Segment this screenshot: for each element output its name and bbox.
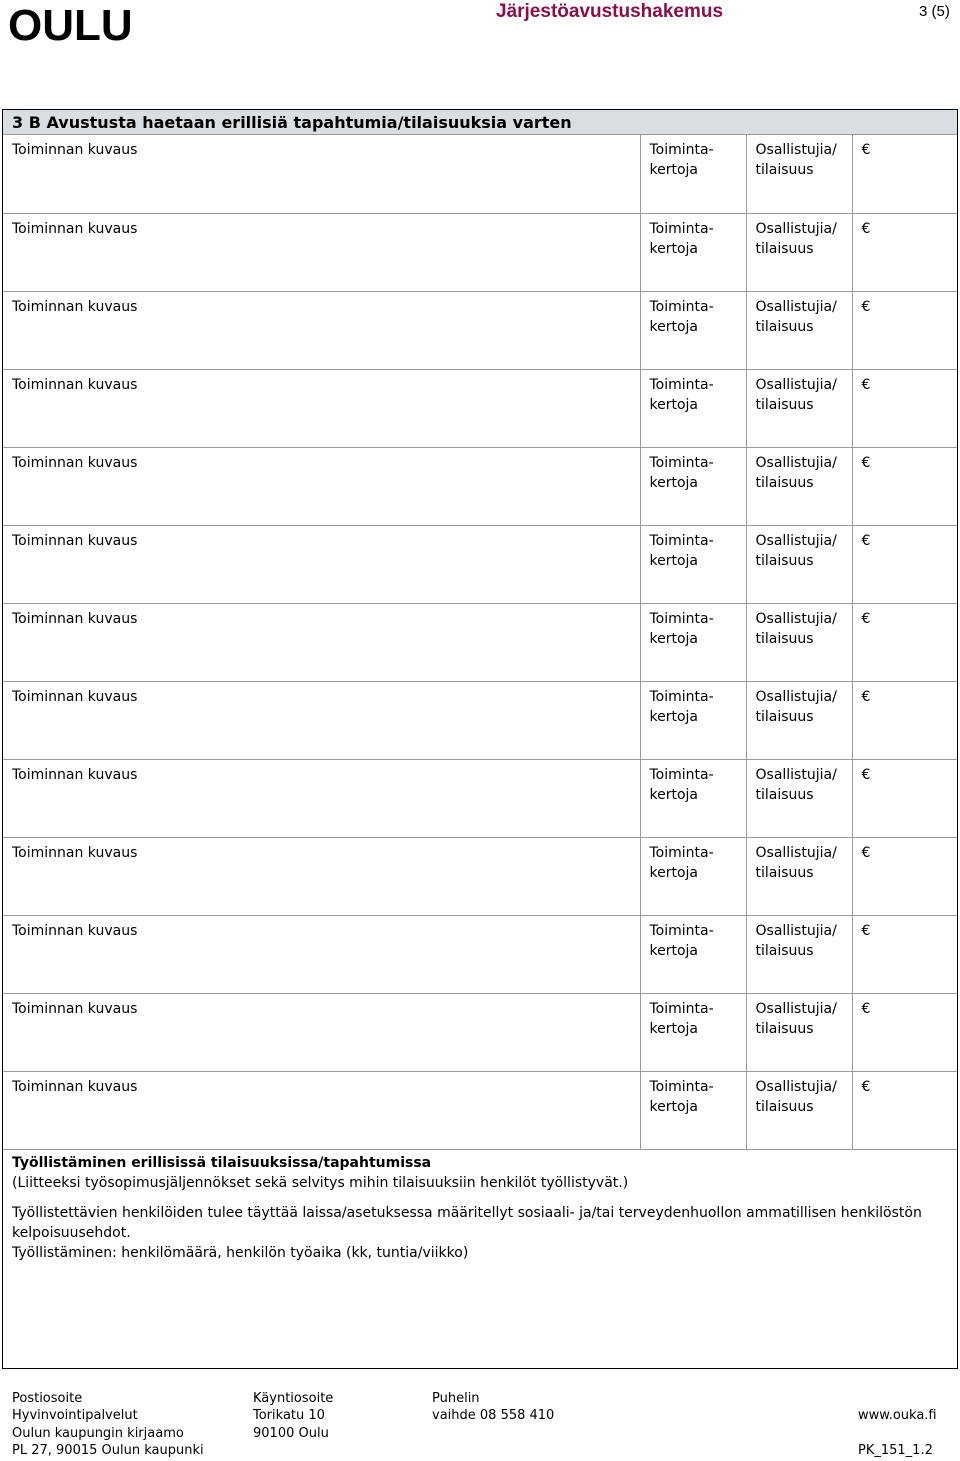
participants-label: Osallistujia/ xyxy=(755,298,837,315)
activity-count-field[interactable] xyxy=(640,993,746,1071)
participants-field[interactable] xyxy=(746,915,852,993)
activity-count-field[interactable] xyxy=(640,213,746,291)
activity-count-field[interactable] xyxy=(640,603,746,681)
euro-sign: € xyxy=(861,766,871,783)
employment-section[interactable] xyxy=(3,1150,957,1263)
participants-label-2: tilaisuus xyxy=(755,1020,814,1037)
activity-description-field[interactable] xyxy=(3,1071,640,1149)
employment-title: Työllistäminen erillisissä tilaisuuksissa/tapahtumissa xyxy=(12,1154,432,1171)
activity-count-label-2: kertoja xyxy=(649,630,699,647)
application-form-section xyxy=(2,109,958,1369)
activity-count-label-2: kertoja xyxy=(649,474,699,491)
activity-description-field[interactable] xyxy=(3,135,640,213)
participants-label: Osallistujia/ xyxy=(755,376,837,393)
participants-label: Osallistujia/ xyxy=(755,610,837,627)
postal-line-1: Hyvinvointipalvelut xyxy=(12,1408,138,1424)
amount-field[interactable] xyxy=(852,837,957,915)
page-number: 3 (5) xyxy=(919,3,950,20)
activity-description-field[interactable] xyxy=(3,291,640,369)
activity-description-label: Toiminnan kuvaus xyxy=(12,532,138,549)
event-row xyxy=(3,603,957,681)
euro-sign: € xyxy=(861,454,871,471)
visit-line-1: Torikatu 10 xyxy=(253,1408,325,1424)
participants-label-2: tilaisuus xyxy=(755,474,814,491)
activity-description-field[interactable] xyxy=(3,447,640,525)
activity-count-label-2: kertoja xyxy=(649,240,699,257)
activity-count-field[interactable] xyxy=(640,447,746,525)
activity-description-label: Toiminnan kuvaus xyxy=(12,454,138,471)
amount-field[interactable] xyxy=(852,681,957,759)
amount-field[interactable] xyxy=(852,447,957,525)
amount-field[interactable] xyxy=(852,369,957,447)
participants-label-2: tilaisuus xyxy=(755,942,814,959)
participants-field[interactable] xyxy=(746,759,852,837)
activity-count-label: Toiminta- xyxy=(649,376,714,393)
activity-description-label: Toiminnan kuvaus xyxy=(12,220,138,237)
participants-label: Osallistujia/ xyxy=(755,532,837,549)
activity-description-label: Toiminnan kuvaus xyxy=(12,766,138,783)
participants-field[interactable] xyxy=(746,525,852,603)
page-header xyxy=(0,0,960,60)
euro-sign: € xyxy=(861,298,871,315)
activity-description-label: Toiminnan kuvaus xyxy=(12,1078,138,1095)
participants-label: Osallistujia/ xyxy=(755,766,837,783)
participants-field[interactable] xyxy=(746,447,852,525)
activity-description-field[interactable] xyxy=(3,993,640,1071)
section-heading: 3 B Avustusta haetaan erillisiä tapahtumia/tilaisuuksia varten xyxy=(3,110,957,135)
activity-description-label: Toiminnan kuvaus xyxy=(12,922,138,939)
activity-count-label: Toiminta- xyxy=(649,844,714,861)
website-link[interactable]: www.ouka.fi xyxy=(858,1408,937,1423)
activity-description-field[interactable] xyxy=(3,525,640,603)
activity-count-label: Toiminta- xyxy=(649,220,714,237)
participants-label-2: tilaisuus xyxy=(755,552,814,569)
activity-count-field[interactable] xyxy=(640,1071,746,1149)
participants-field[interactable] xyxy=(746,603,852,681)
activity-count-label: Toiminta- xyxy=(649,1000,714,1017)
participants-field[interactable] xyxy=(746,837,852,915)
participants-label-2: tilaisuus xyxy=(755,318,814,335)
participants-label: Osallistujia/ xyxy=(755,688,837,705)
amount-field[interactable] xyxy=(852,525,957,603)
amount-field[interactable] xyxy=(852,135,957,213)
visiting-address xyxy=(253,1390,333,1442)
activity-description-field[interactable] xyxy=(3,759,640,837)
participants-label-2: tilaisuus xyxy=(755,396,814,413)
activity-count-label: Toiminta- xyxy=(649,922,714,939)
activity-description-label: Toiminnan kuvaus xyxy=(12,376,138,393)
euro-sign: € xyxy=(861,844,871,861)
activity-count-field[interactable] xyxy=(640,915,746,993)
euro-sign: € xyxy=(861,922,871,939)
amount-field[interactable] xyxy=(852,213,957,291)
activity-count-label: Toiminta- xyxy=(649,610,714,627)
euro-sign: € xyxy=(861,688,871,705)
activity-description-field[interactable] xyxy=(3,603,640,681)
event-row xyxy=(3,213,957,291)
event-row xyxy=(3,915,957,993)
activity-count-label: Toiminta- xyxy=(649,142,714,158)
activity-count-field[interactable] xyxy=(640,759,746,837)
event-row xyxy=(3,369,957,447)
event-row xyxy=(3,135,957,213)
activity-count-label-2: kertoja xyxy=(649,942,699,959)
activity-description-field[interactable] xyxy=(3,213,640,291)
amount-field[interactable] xyxy=(852,759,957,837)
activity-count-label-2: kertoja xyxy=(649,1020,699,1037)
participants-label: Osallistujia/ xyxy=(755,142,837,158)
activity-description-field[interactable] xyxy=(3,681,640,759)
amount-field[interactable] xyxy=(852,993,957,1071)
activity-description-label: Toiminnan kuvaus xyxy=(12,688,138,705)
activity-description-label: Toiminnan kuvaus xyxy=(12,844,138,861)
euro-sign: € xyxy=(861,376,871,393)
euro-sign: € xyxy=(861,142,871,158)
participants-label-2: tilaisuus xyxy=(755,162,814,178)
oulu-logo: OULU xyxy=(8,1,133,50)
event-row xyxy=(3,993,957,1071)
amount-field[interactable] xyxy=(852,603,957,681)
euro-sign: € xyxy=(861,610,871,627)
event-row xyxy=(3,447,957,525)
amount-field[interactable] xyxy=(852,915,957,993)
amount-field[interactable] xyxy=(852,1071,957,1149)
activity-count-field[interactable] xyxy=(640,291,746,369)
activity-count-label-2: kertoja xyxy=(649,1098,699,1115)
participants-label-2: tilaisuus xyxy=(755,630,814,647)
amount-field[interactable] xyxy=(852,291,957,369)
phone-number: vaihde 08 558 410 xyxy=(432,1408,555,1424)
activity-count-label: Toiminta- xyxy=(649,298,714,315)
participants-field[interactable] xyxy=(746,1071,852,1149)
phone-info xyxy=(432,1390,554,1425)
activity-count-label-2: kertoja xyxy=(649,552,699,569)
activity-description-field[interactable] xyxy=(3,915,640,993)
activity-count-field[interactable] xyxy=(640,135,746,213)
employment-requirement: Työllistettävien henkilöiden tulee täyttää laissa/asetuksessa määritellyt sosiaali- ja/tai terveydenhuollon ammatillisen henkilöstön kelpoisuusehdot. xyxy=(12,1204,922,1241)
participants-field[interactable] xyxy=(746,213,852,291)
activity-description-label: Toiminnan kuvaus xyxy=(12,142,138,158)
postal-address xyxy=(12,1390,204,1459)
employment-note: (Liitteeksi työsopimusjäljennökset sekä selvitys mihin tilaisuuksiin henkilöt työllistyvät.) xyxy=(12,1174,629,1191)
event-row xyxy=(3,1071,957,1149)
activity-count-label: Toiminta- xyxy=(649,766,714,783)
participants-label-2: tilaisuus xyxy=(755,708,814,725)
participants-field[interactable] xyxy=(746,291,852,369)
participants-label: Osallistujia/ xyxy=(755,220,837,237)
participants-label-2: tilaisuus xyxy=(755,1098,814,1115)
visit-line-2: 90100 Oulu xyxy=(253,1425,329,1441)
activity-count-label-2: kertoja xyxy=(649,318,699,335)
postal-line-3: PL 27, 90015 Oulun kaupunki xyxy=(12,1442,204,1458)
participants-label: Osallistujia/ xyxy=(755,1078,837,1095)
postal-line-2: Oulun kaupungin kirjaamo xyxy=(12,1425,184,1441)
activity-description-label: Toiminnan kuvaus xyxy=(12,1000,138,1017)
activity-count-label-2: kertoja xyxy=(649,864,699,881)
phone-heading: Puhelin xyxy=(432,1391,480,1406)
activity-count-label: Toiminta- xyxy=(649,688,714,705)
activity-count-field[interactable] xyxy=(640,837,746,915)
activity-description-label: Toiminnan kuvaus xyxy=(12,298,138,315)
activity-count-label: Toiminta- xyxy=(649,532,714,549)
event-row xyxy=(3,681,957,759)
activity-count-label-2: kertoja xyxy=(649,396,699,413)
visit-heading: Käyntiosoite xyxy=(253,1391,334,1406)
euro-sign: € xyxy=(861,1078,871,1095)
activity-count-field[interactable] xyxy=(640,681,746,759)
events-table xyxy=(3,135,957,1150)
euro-sign: € xyxy=(861,532,871,549)
participants-label: Osallistujia/ xyxy=(755,844,837,861)
participants-field[interactable] xyxy=(746,135,852,213)
participants-field[interactable] xyxy=(746,369,852,447)
participants-label-2: tilaisuus xyxy=(755,240,814,257)
activity-count-label-2: kertoja xyxy=(649,708,699,725)
activity-count-field[interactable] xyxy=(640,525,746,603)
activity-count-label-2: kertoja xyxy=(649,786,699,803)
form-code: PK_151_1.2 xyxy=(858,1443,933,1458)
event-row xyxy=(3,759,957,837)
activity-count-field[interactable] xyxy=(640,369,746,447)
activity-description-field[interactable] xyxy=(3,837,640,915)
event-row xyxy=(3,837,957,915)
euro-sign: € xyxy=(861,1000,871,1017)
participants-label: Osallistujia/ xyxy=(755,1000,837,1017)
event-row xyxy=(3,525,957,603)
participants-label: Osallistujia/ xyxy=(755,454,837,471)
activity-description-label: Toiminnan kuvaus xyxy=(12,610,138,627)
euro-sign: € xyxy=(861,220,871,237)
activity-count-label: Toiminta- xyxy=(649,454,714,471)
participants-field[interactable] xyxy=(746,993,852,1071)
participants-field[interactable] xyxy=(746,681,852,759)
event-row xyxy=(3,291,957,369)
participants-label: Osallistujia/ xyxy=(755,922,837,939)
employment-field-label: Työllistäminen: henkilömäärä, henkilön työaika (kk, tuntia/viikko) xyxy=(12,1244,469,1261)
participants-label-2: tilaisuus xyxy=(755,786,814,803)
document-title: Järjestöavustushakemus xyxy=(496,1,724,22)
activity-count-label-2: kertoja xyxy=(649,162,699,178)
postal-heading: Postiosoite xyxy=(12,1391,83,1406)
activity-description-field[interactable] xyxy=(3,369,640,447)
participants-label-2: tilaisuus xyxy=(755,864,814,881)
activity-count-label: Toiminta- xyxy=(649,1078,714,1095)
